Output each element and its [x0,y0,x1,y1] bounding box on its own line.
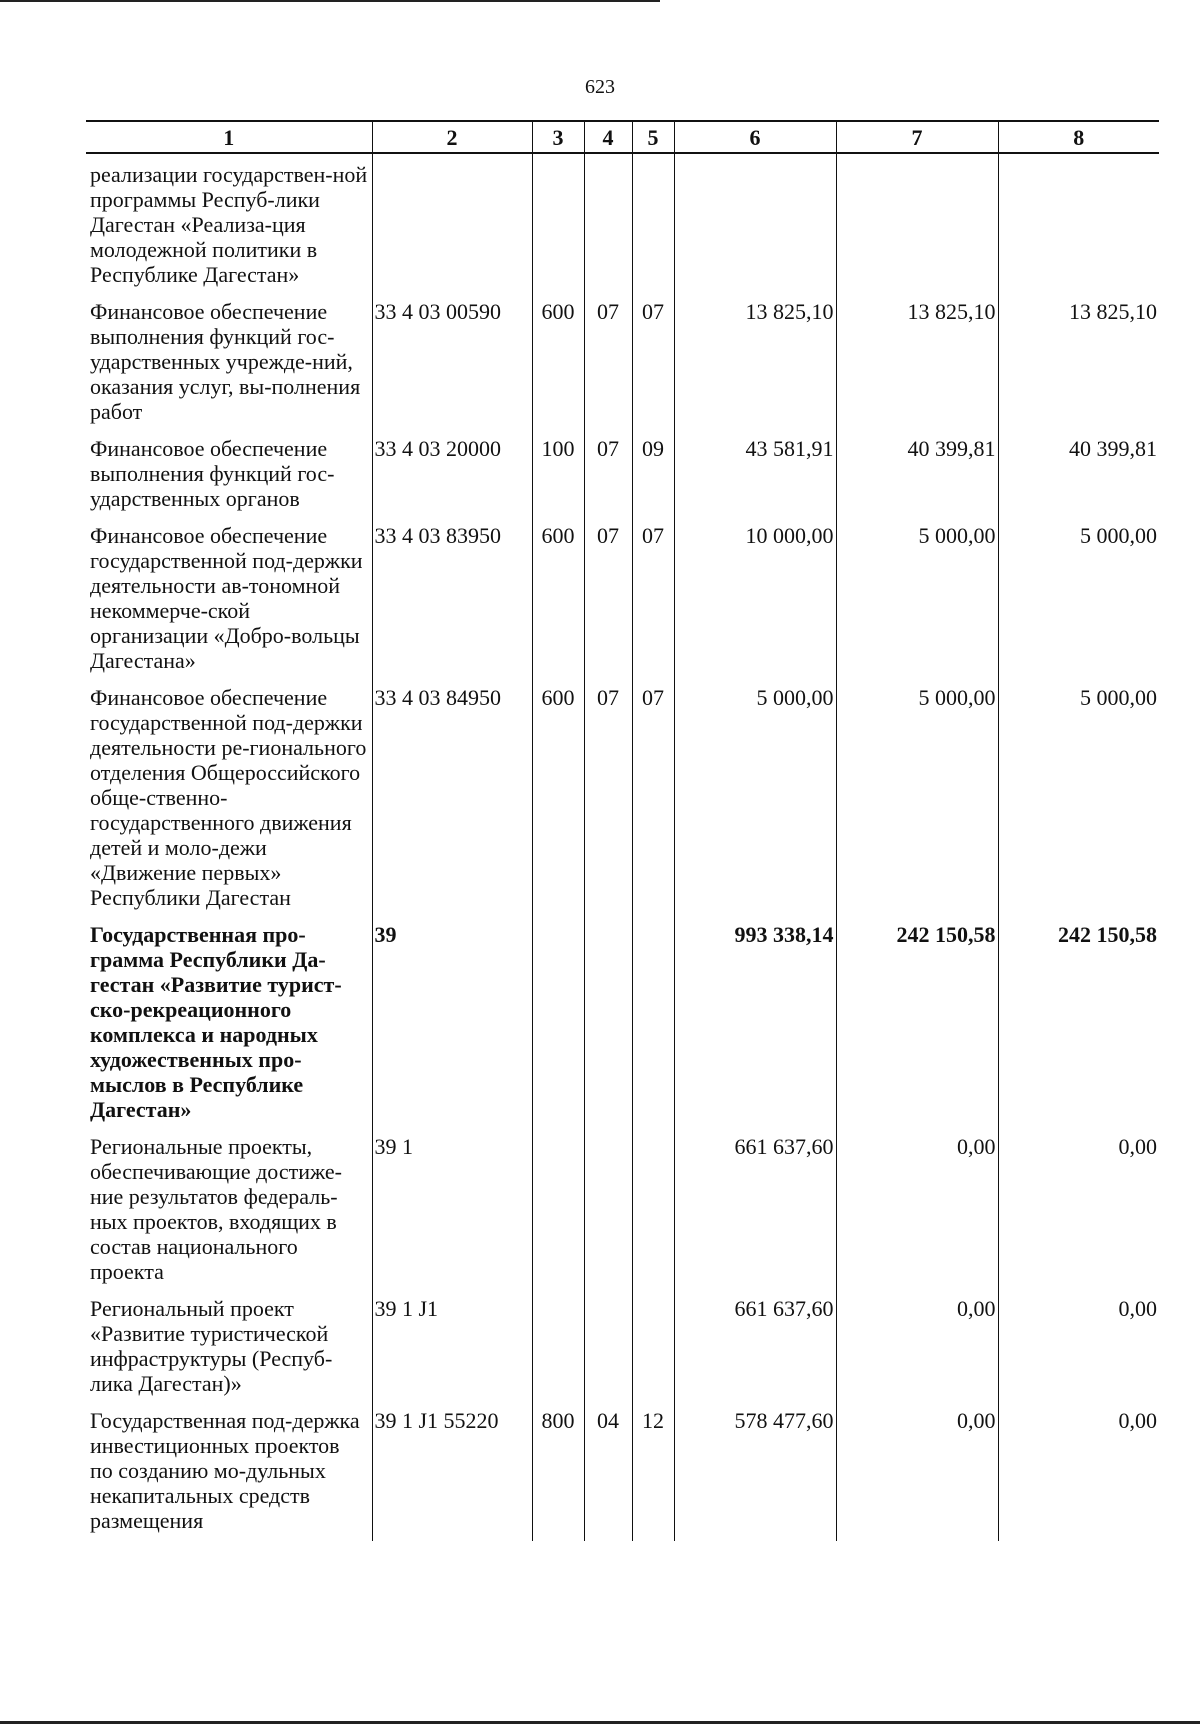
cell-section [584,1284,632,1396]
scan-edge-line-top [0,0,660,2]
cell-name: Государственная под-держка инвестиционных проектов по созданию мо-дульных некапитальных средств размещения [90,1408,360,1533]
cell-subsection [632,153,674,287]
cell-amount-col-8: 5 000,00 [998,511,1159,673]
header-col-4: 4 [584,121,632,153]
header-col-8: 8 [998,121,1159,153]
cell-expense-type [532,1284,584,1396]
table-row [86,511,1159,673]
table-row [86,673,1159,910]
cell-subsection: 07 [632,673,674,910]
cell-section [584,910,632,1122]
cell-amount-col-7: 242 150,58 [836,910,998,1122]
cell-amount-col-7: 5 000,00 [836,511,998,673]
table-row [86,1122,1159,1284]
cell-amount-col-6: 578 477,60 [674,1396,836,1541]
cell-name: Региональные проекты, обеспечивающие достиже-ние результатов федераль-ных проектов, входящих в состав национального проекта [90,1134,342,1284]
cell-amount-col-8: 0,00 [998,1284,1159,1396]
cell-amount-col-6 [674,153,836,287]
cell-amount-col-7: 0,00 [836,1122,998,1284]
cell-target-code: 39 1 J1 55220 [372,1396,532,1541]
cell-amount-col-7: 13 825,10 [836,287,998,424]
cell-amount-col-6: 43 581,91 [674,424,836,511]
header-col-2: 2 [372,121,532,153]
cell-expense-type [532,153,584,287]
cell-name: Финансовое обеспечение выполнения функций гос-ударственных учрежде-ний, оказания услуг, вы-полнения работ [90,299,361,424]
cell-amount-col-8 [998,153,1159,287]
cell-amount-col-8: 0,00 [998,1122,1159,1284]
cell-expense-type: 600 [532,287,584,424]
header-row [86,121,1159,153]
cell-section [584,153,632,287]
cell-expense-type: 600 [532,511,584,673]
header-col-7: 7 [836,121,998,153]
cell-target-code: 39 1 J1 [372,1284,532,1396]
cell-name: Финансовое обеспечение государственной под-держки деятельности ав-тономной некоммерче-ской организации «Добро-вольцы Дагестана» [90,523,363,673]
cell-amount-col-7: 5 000,00 [836,673,998,910]
page-number: 623 [585,76,615,98]
cell-expense-type: 600 [532,673,584,910]
cell-target-code: 33 4 03 20000 [372,424,532,511]
cell-target-code: 33 4 03 00590 [372,287,532,424]
budget-table [86,120,1159,1541]
cell-amount-col-6: 5 000,00 [674,673,836,910]
cell-subsection [632,910,674,1122]
cell-expense-type: 100 [532,424,584,511]
header-col-5: 5 [632,121,674,153]
cell-amount-col-7 [836,153,998,287]
cell-amount-col-6: 993 338,14 [674,910,836,1122]
cell-amount-col-6: 661 637,60 [674,1122,836,1284]
cell-amount-col-6: 10 000,00 [674,511,836,673]
cell-subsection: 12 [632,1396,674,1541]
header-col-6: 6 [674,121,836,153]
cell-expense-type: 800 [532,1396,584,1541]
cell-amount-col-6: 661 637,60 [674,1284,836,1396]
table-body [86,153,1159,1541]
cell-amount-col-7: 40 399,81 [836,424,998,511]
cell-name: Финансовое обеспечение выполнения функций гос-ударственных органов [90,436,335,511]
cell-amount-col-8: 13 825,10 [998,287,1159,424]
table-row [86,153,1159,287]
cell-amount-col-7: 0,00 [836,1396,998,1541]
table-row [86,910,1159,1122]
cell-expense-type [532,910,584,1122]
table-row [86,287,1159,424]
cell-amount-col-8: 40 399,81 [998,424,1159,511]
cell-name: реализации государствен-ной программы Респуб-лики Дагестан «Реализа-ция молодежной политики в Республике Дагестан» [90,162,368,287]
cell-target-code [372,153,532,287]
header-col-3: 3 [532,121,584,153]
table-row [86,1284,1159,1396]
cell-section [584,1122,632,1284]
cell-section: 07 [584,287,632,424]
cell-subsection [632,1284,674,1396]
table-row [86,424,1159,511]
cell-amount-col-6: 13 825,10 [674,287,836,424]
cell-subsection: 07 [632,287,674,424]
cell-expense-type [532,1122,584,1284]
cell-amount-col-8: 0,00 [998,1396,1159,1541]
header-col-1: 1 [86,121,372,153]
table-header [86,121,1159,153]
cell-subsection [632,1122,674,1284]
cell-target-code: 39 1 [372,1122,532,1284]
cell-section: 07 [584,511,632,673]
cell-name: Финансовое обеспечение государственной под-держки деятельности ре-гионального отделения Общероссийского обще-ственно-государственного движения детей и моло-дежи «Движение первых» Республики Дагестан [90,685,367,910]
cell-target-code: 39 [372,910,532,1122]
cell-target-code: 33 4 03 83950 [372,511,532,673]
table-row [86,1396,1159,1541]
cell-subsection: 09 [632,424,674,511]
cell-name: Государственная про-грамма Республики Да-гестан «Развитие турист-ско-рекреационного комплекса и народных художественных про-мыслов в Республике Дагестан» [90,922,342,1122]
cell-section: 07 [584,673,632,910]
cell-amount-col-8: 5 000,00 [998,673,1159,910]
cell-section: 04 [584,1396,632,1541]
cell-amount-col-7: 0,00 [836,1284,998,1396]
cell-subsection: 07 [632,511,674,673]
cell-section: 07 [584,424,632,511]
cell-name: Региональный проект «Развитие туристической инфраструктуры (Респуб-лика Дагестан)» [90,1296,333,1396]
cell-amount-col-8: 242 150,58 [998,910,1159,1122]
cell-target-code: 33 4 03 84950 [372,673,532,910]
